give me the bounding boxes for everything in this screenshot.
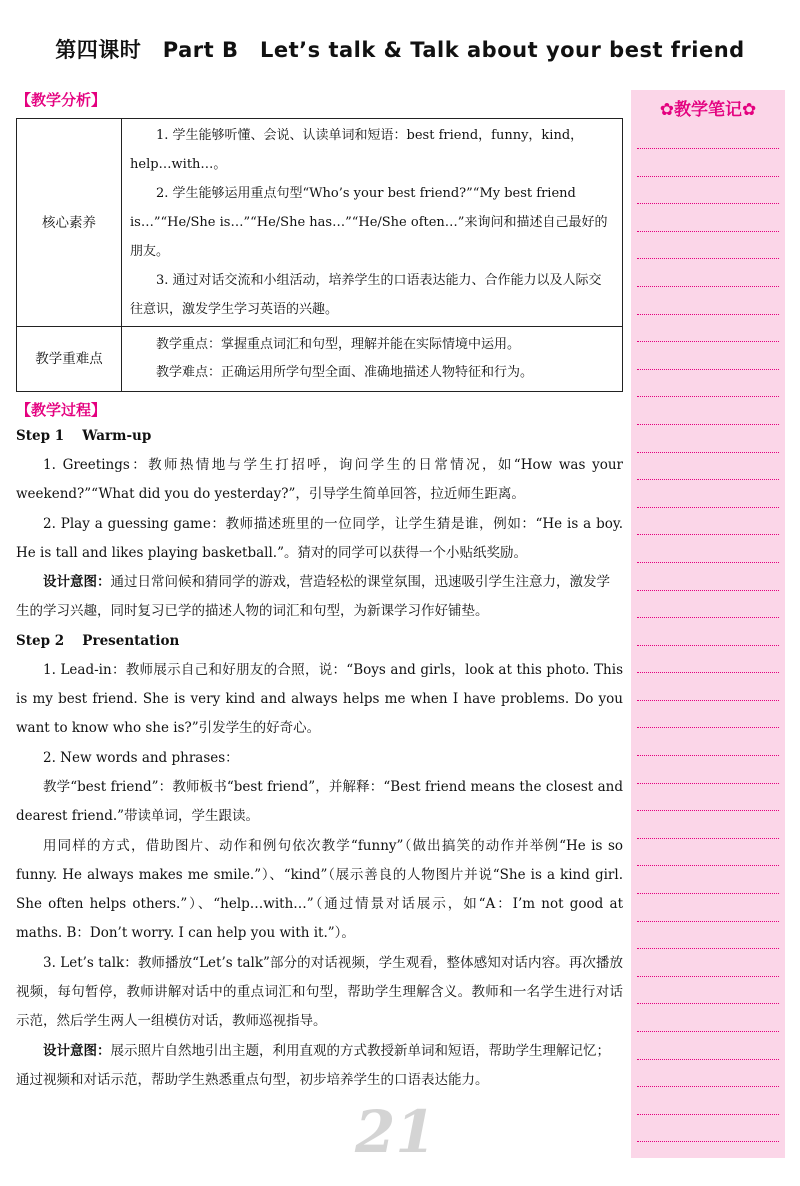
note-line bbox=[637, 1059, 779, 1060]
note-line bbox=[637, 479, 779, 480]
note-line bbox=[637, 507, 779, 508]
step2-para-1: 1. Lead-in：教师展示自己和好朋友的合照，说：“Boys and girls，look at this photo. This is my best friend. She is very kind and always helps me when I have problems. Do you want to know who she is?”引发学生的好奇心。 bbox=[16, 661, 623, 737]
process-section bbox=[16, 398, 623, 1095]
page-number: 21 bbox=[355, 1098, 436, 1166]
note-line bbox=[637, 838, 779, 839]
note-line bbox=[637, 534, 779, 535]
note-line bbox=[637, 314, 779, 315]
lesson-title: 第四课时 Part B Let’s talk & Talk about your best friend bbox=[55, 38, 745, 62]
core-item-3: 3. 通过对话交流和小组活动，培养学生的口语表达能力、合作能力以及人际交往意识，激发学生学习英语的兴趣。 bbox=[130, 273, 602, 317]
note-line bbox=[637, 369, 779, 370]
step1-para-1: 1. Greetings：教师热情地与学生打招呼，询问学生的日常情况，如“How was your weekend?”“What did you do yesterday?”，引导学生简单回答，拉近师生距离。 bbox=[16, 457, 623, 503]
step1-intent-text: 通过日常问候和猜同学的游戏，营造轻松的课堂氛围，迅速吸引学生注意力，激发学生的学习兴趣，同时复习已学的描述人物的词汇和句型，为新课学习作好铺垫。 bbox=[16, 574, 610, 620]
note-line bbox=[637, 893, 779, 894]
notes-panel bbox=[631, 90, 785, 1158]
note-line bbox=[637, 176, 779, 177]
step2-para-5: 3. Let’s talk：教师播放“Let’s talk”部分的对话视频，学生观看，整体感知对话内容。再次播放视频，每句暂停，教师讲解对话中的重点词汇和句型，帮助学生理解含义。教师和一名学生进行对话示范，然后学生两人一组模仿对话，教师巡视指导。 bbox=[16, 954, 623, 1030]
step1-intent bbox=[16, 568, 623, 627]
note-line bbox=[637, 783, 779, 784]
core-row bbox=[17, 119, 623, 327]
note-line bbox=[637, 396, 779, 397]
step1-intent-label: 设计意图： bbox=[43, 574, 111, 591]
note-line bbox=[637, 424, 779, 425]
process-heading: 【教学过程】 bbox=[16, 401, 107, 419]
step2-intent-label: 设计意图： bbox=[43, 1042, 111, 1059]
note-line bbox=[637, 1086, 779, 1087]
step1-para-2: 2. Play a guessing game：教师描述班里的一位同学，让学生猜是谁，例如：“He is a boy. He is tall and likes playing basketball.”。猜对的同学可以获得一个小贴纸奖励。 bbox=[16, 515, 623, 561]
core-label: 核心素养 bbox=[17, 119, 122, 327]
note-line bbox=[637, 810, 779, 811]
step2-para-2: 2. New words and phrases： bbox=[43, 749, 239, 766]
note-line bbox=[637, 617, 779, 618]
step2-intent-text: 展示照片自然地引出主题，利用直观的方式教授新单词和短语，帮助学生理解记忆；通过视频和对话示范，帮助学生熟悉重点句型，初步培养学生的口语表达能力。 bbox=[16, 1042, 610, 1088]
note-line bbox=[637, 203, 779, 204]
step2-intent bbox=[16, 1037, 623, 1096]
note-line bbox=[637, 1141, 779, 1142]
note-line bbox=[637, 286, 779, 287]
note-line bbox=[637, 148, 779, 149]
note-line bbox=[637, 1114, 779, 1115]
note-line bbox=[637, 672, 779, 673]
note-line bbox=[637, 231, 779, 232]
note-line bbox=[637, 452, 779, 453]
note-line bbox=[637, 700, 779, 701]
note-line bbox=[637, 921, 779, 922]
note-line bbox=[637, 1031, 779, 1032]
note-line bbox=[637, 727, 779, 728]
notes-lines bbox=[631, 148, 785, 1142]
note-line bbox=[637, 590, 779, 591]
note-line bbox=[637, 1003, 779, 1004]
note-line bbox=[637, 865, 779, 866]
note-line bbox=[637, 562, 779, 563]
note-line bbox=[637, 258, 779, 259]
note-line bbox=[637, 976, 779, 977]
note-line bbox=[637, 755, 779, 756]
note-line bbox=[637, 341, 779, 342]
analysis-heading: 【教学分析】 bbox=[16, 91, 107, 109]
notes-title: ✿教学笔记✿ bbox=[659, 100, 757, 120]
key-content bbox=[122, 327, 623, 392]
analysis-table bbox=[16, 118, 623, 392]
key-item-2: 教学难点：正确运用所学句型全面、准确地描述人物特征和行为。 bbox=[156, 365, 534, 380]
step2-para-4: 用同样的方式，借助图片、动作和例句依次教学“funny”（做出搞笑的动作并举例“He is so funny. He always makes me smile.”）、“kind”（展示善良的人物图片并说“She is a kind girl. She often helps others.”）、“help…with…”（通过情景对话展示，如“A：I’m not good at maths. B：Don’t worry. I can help you with it.”）。 bbox=[16, 837, 623, 942]
step2-title: Step 2 Presentation bbox=[16, 632, 180, 649]
step1-title: Step 1 Warm-up bbox=[16, 428, 152, 444]
note-line bbox=[637, 948, 779, 949]
core-item-1: 1. 学生能够听懂、会说、认读单词和短语：best friend，funny，kind，help…with…。 bbox=[130, 128, 584, 172]
core-content bbox=[122, 119, 623, 327]
main-content bbox=[16, 88, 623, 1095]
step2-para-3: 教学“best friend”：教师板书“best friend”，并解释：“Best friend means the closest and dearest friend.”带读单词，学生跟读。 bbox=[16, 778, 623, 825]
core-item-2: 2. 学生能够运用重点句型“Who’s your best friend?”“My best friend is…”“He/She is…”“He/She has…”“He/She often…”来询问和描述自己最好的朋友。 bbox=[130, 186, 608, 259]
key-item-1: 教学重点：掌握重点词汇和句型，理解并能在实际情境中运用。 bbox=[156, 337, 521, 352]
key-label: 教学重难点 bbox=[17, 327, 122, 392]
note-line bbox=[637, 645, 779, 646]
key-row bbox=[17, 327, 623, 392]
